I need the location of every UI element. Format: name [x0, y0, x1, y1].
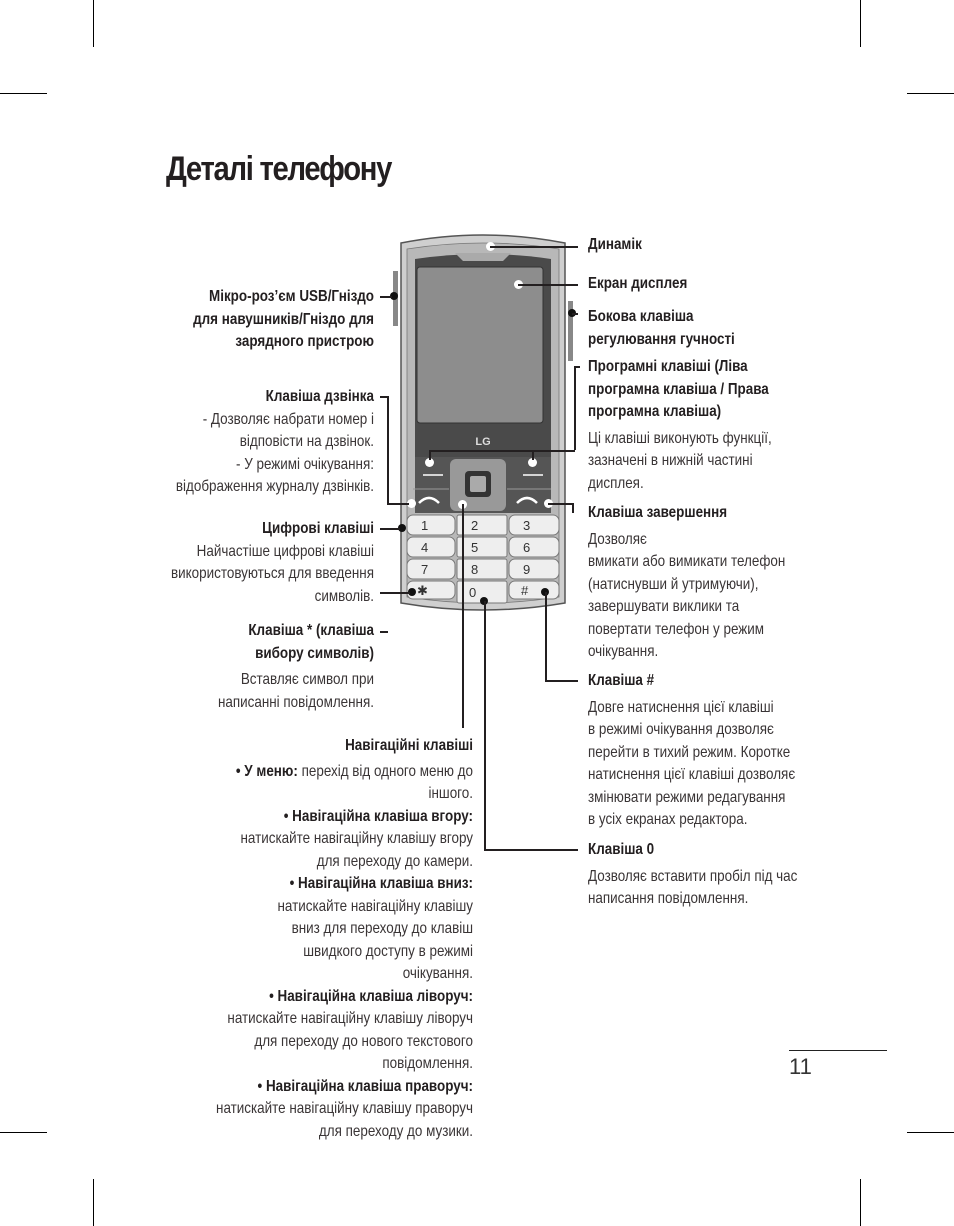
- svg-text:2: 2: [471, 518, 479, 533]
- callout-hash-key: Клавіша # Довге натиснення цієї клавіші в режимі очікування дозволяє перейти в тихий режим. Коротке натиснення цієї клавіші дозволяє змінювати режими редагування в усіх екранах редактора.: [588, 672, 796, 828]
- svg-text:6: 6: [523, 540, 531, 555]
- leader-line: [532, 450, 534, 460]
- callout-soft-keys: Програмні клавіші (Ліва програмна клавіша / Права програмна клавіша) Ці клавіші виконують функції, зазначені в нижній частині дисплея.: [588, 358, 772, 492]
- page-number-rule: [789, 1050, 887, 1051]
- callout-speaker: Динамік: [588, 236, 642, 253]
- nav-item: • У меню: перехід від одного меню до іншого.: [235, 762, 473, 802]
- callout-usb: Мікро-роз’єм USB/Гніздо для навушників/Гніздо для зарядного пристрою: [193, 288, 374, 350]
- svg-text:8: 8: [471, 562, 479, 577]
- svg-text:0: 0: [469, 585, 477, 600]
- crop-mark: [860, 0, 861, 47]
- call-key-heading: Клавіша дзвінка: [265, 388, 374, 405]
- leader-line: [380, 592, 410, 594]
- leader-line: [387, 503, 409, 505]
- callout-display: Екран дисплея: [588, 275, 688, 292]
- leader-line: [490, 246, 578, 248]
- svg-text:9: 9: [523, 562, 531, 577]
- callout-star-key: Клавіша * (клавіша вибору символів) Вставляє символ при написанні повідомлення.: [217, 622, 374, 711]
- page-title: Деталі телефону: [166, 150, 392, 188]
- leader-line: [380, 631, 388, 633]
- crop-mark: [907, 93, 954, 94]
- callout-end-key: Клавіша завершення Дозволяє вмикати або вимикати телефон (натиснувши й утримуючи), завершувати виклики та повертати телефон у режим очікування.: [588, 504, 786, 660]
- nav-item: • Навігаційна клавіша праворуч: натискайте навігаційну клавішу праворуч для переходу до музики.: [216, 1077, 473, 1140]
- svg-text:1: 1: [421, 518, 429, 533]
- crop-mark: [93, 1179, 94, 1226]
- crop-mark: [0, 1132, 47, 1133]
- leader-line: [574, 366, 576, 450]
- leader-line: [545, 680, 578, 682]
- callout-zero-key: Клавіша 0 Дозволяє вставити пробіл під час написання повідомлення.: [588, 841, 798, 907]
- leader-line: [545, 592, 547, 680]
- leader-line: [387, 396, 389, 503]
- callout-nav-keys: Навігаційні клавіші • У меню: перехід від одного меню до іншого. • Навігаційна клавіша вгору: натискайте навігаційну клавішу вгору для переходу до камери. • Навігаційна клавіша вниз: натискайте навігаційну клавішу вниз для переходу до клавіш швидкого доступу в режимі очікування. • Навігаційна клавіша ліворуч: натискайте навігаційну клавішу ліворуч для переходу до нового текстового повідомлення. • Навігаційна клавіша праворуч: натискайте навігаційну клавішу праворуч для переходу до музики.: [143, 735, 473, 1143]
- callout-volume: Бокова клавіша регулювання гучності: [588, 308, 735, 348]
- leader-line: [429, 450, 575, 452]
- leader-line: [380, 528, 400, 530]
- callout-call-key: Клавіша дзвінка - Дозволяє набрати номер і відповісти на дзвінок. - У режимі очікування: відображення журналу дзвінків.: [74, 386, 374, 499]
- leader-line: [380, 296, 392, 298]
- leader-line: [429, 450, 431, 460]
- leader-line: [572, 503, 574, 513]
- crop-mark: [0, 93, 47, 94]
- leader-line: [548, 503, 573, 505]
- callout-digit-keys: Цифрові клавіші Найчастіше цифрові клавіші використовуються для введення символів.: [170, 520, 374, 605]
- svg-text:3: 3: [523, 518, 531, 533]
- svg-text:4: 4: [421, 540, 429, 555]
- leader-line: [462, 504, 464, 728]
- crop-mark: [907, 1132, 954, 1133]
- nav-item: • Навігаційна клавіша ліворуч: натискайте навігаційну клавішу ліворуч для переходу до нового текстового повідомлення.: [227, 987, 473, 1072]
- page-number: 11: [789, 1054, 812, 1079]
- leader-line: [572, 313, 578, 315]
- leader-line: [518, 284, 578, 286]
- leader-line: [484, 601, 486, 849]
- nav-item: • Навігаційна клавіша вгору: натискайте навігаційну клавішу вгору для переходу до камери.: [240, 807, 473, 870]
- crop-mark: [860, 1179, 861, 1226]
- svg-text:LG: LG: [475, 436, 491, 448]
- svg-text:5: 5: [471, 540, 479, 555]
- svg-text:#: #: [521, 583, 529, 598]
- leader-line: [484, 849, 578, 851]
- crop-mark: [93, 0, 94, 47]
- nav-item: • Навігаційна клавіша вниз: натискайте навігаційну клавішу вниз для переходу до клавіш швидкого доступу в режимі очікування.: [277, 875, 473, 982]
- svg-text:7: 7: [421, 562, 429, 577]
- svg-text:✱: ✱: [417, 583, 428, 598]
- phone-illustration: [393, 231, 573, 611]
